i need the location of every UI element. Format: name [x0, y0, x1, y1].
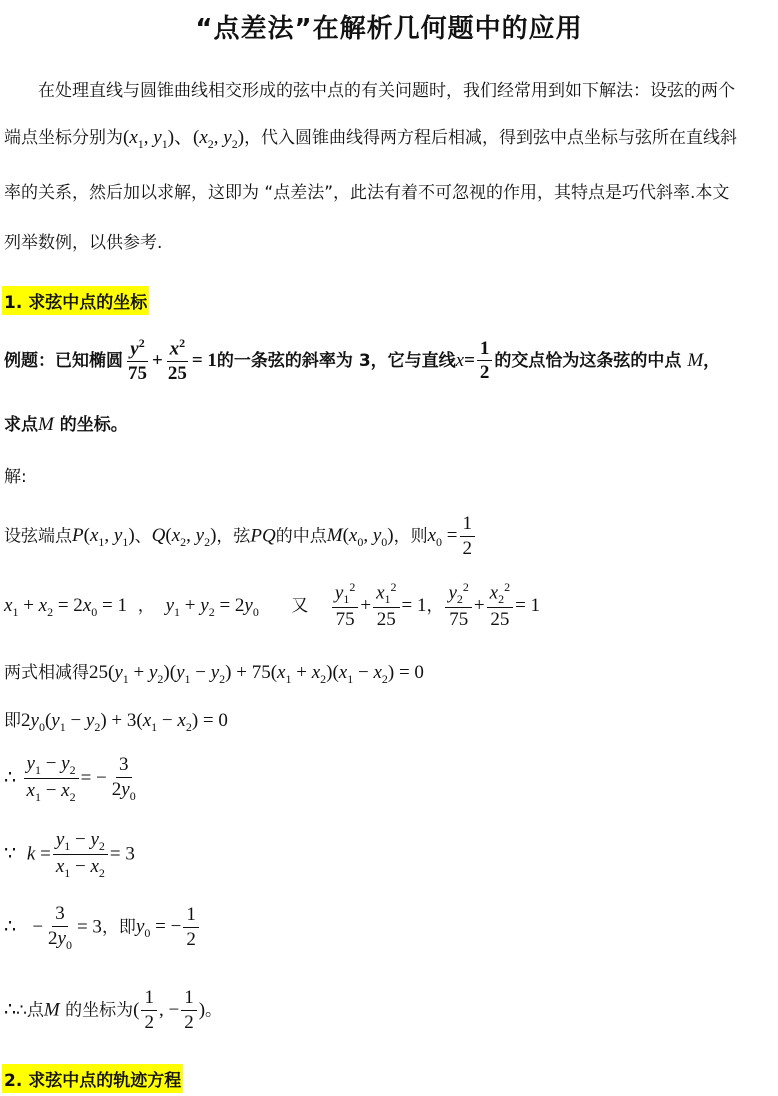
solution-step-2: $x_1 + x_2 = 2x_0 = 1$ ， $y_1 + y_2 = 2y_0$ 又 $\frac{y_1^2}{75}$ + $\frac{x_1^2}{25}$ = 1， $\frac{y_2^2}{75}$ + $\frac{x_2^2}{25}$ = 1 — [4, 580, 541, 631]
intro-line-3: 率的关系，然后加以求解，这即为 “点差法”，此法有着不可忽视的作用，其特点是巧代斜率.本文 — [4, 183, 730, 203]
solution-step-7: ∴ − $\frac{3}{2y_0}$ = 3，即$y_0$ = − $\frac{1}{2}$ — [4, 902, 201, 953]
section-2-heading: 2. 求弦中点的轨迹方程 — [2, 1064, 183, 1093]
line-x-value: $\frac{1}{2}$ — [477, 337, 493, 386]
solution-label: 解: — [4, 467, 27, 487]
solution-conclusion: ∴∴点M 的坐标为( $\frac{1}{2}$ , − $\frac{1}{2}$ )。 — [4, 987, 223, 1033]
example-statement: 例题：已知椭圆 $\frac{y^2}{75}$ + $\frac{x^2}{25}$ = 1的一条弦的斜率为 3，它与直线x= $\frac{1}{2}$ 的交点恰为这条弦的中点 M， — [4, 336, 721, 385]
solution-step-3: 两式相减得$25(y_1 + y_2)(y_1 - y_2) + 75(x_1 + x_2)(x_1 - x_2) = 0$ — [4, 662, 424, 686]
page-title: “点差法”在解析几何题中的应用 — [195, 14, 583, 44]
solution-step-1: 设弦端点$P(x_1$, $y_1$)、$Q(x_2$, $y_2$)，弦PQ的中点$M(x_0$, $y_0$)，则$x_0$ = $\frac{1}{2}$ — [4, 512, 477, 561]
intro-line-4: 列举数例，以供参考. — [4, 233, 163, 253]
example-question: 求点M 的坐标。 — [4, 414, 128, 435]
solution-step-6: ∵ k = $\frac{y_1 - y_2}{x_1 - x_2}$ = 3 — [4, 829, 135, 880]
section-1-heading: 1. 求弦中点的坐标 — [2, 286, 149, 315]
ellipse-y-term: $\frac{y^2}{75}$ — [128, 336, 147, 385]
solution-step-5: ∴ $\frac{y_1 - y_2}{x_1 - x_2}$ = − $\frac{3}{2y_0}$ — [4, 753, 136, 804]
ellipse-x-term: $\frac{x^2}{25}$ — [167, 336, 187, 385]
endpoint-coords: ($x_1$, $y_1$)、($x_2$, $y_2$) — [123, 127, 245, 151]
intro-line-2: 端点坐标分别为($x_1$, $y_1$)、($x_2$, $y_2$)，代入圆锥曲线得两方程后相减，得到弦中点坐标与弦所在直线斜 — [4, 127, 738, 151]
intro-line-1: 在处理直线与圆锥曲线相交形成的弦中点的有关问题时，我们经常用到如下解法：设弦的两个 — [38, 81, 735, 101]
solution-step-4: 即$2y_0(y_1 - y_2) + 3(x_1 - x_2) = 0$ — [4, 710, 228, 734]
